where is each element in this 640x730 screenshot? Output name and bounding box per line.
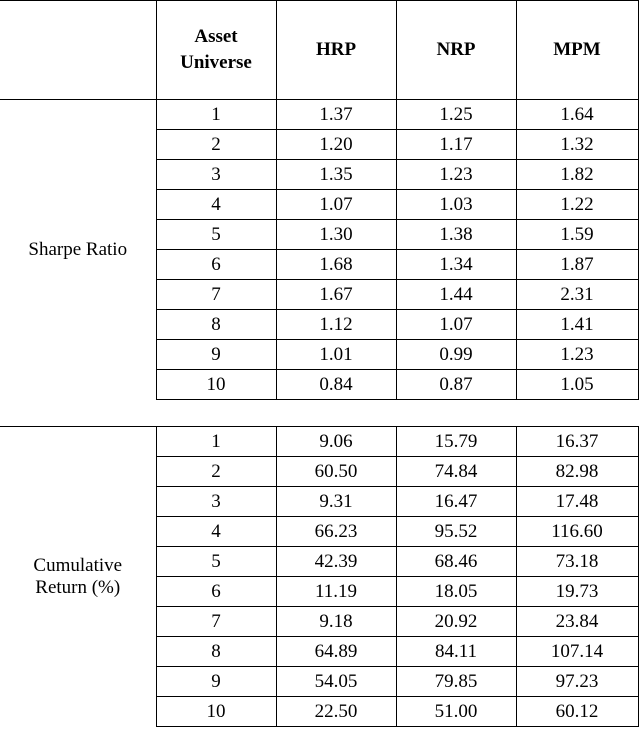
hrp-cell: 1.01 xyxy=(276,340,396,370)
hrp-cell: 66.23 xyxy=(276,517,396,547)
header-nrp: NRP xyxy=(396,1,516,100)
asset-universe-cell: 4 xyxy=(156,190,276,220)
asset-universe-cell: 4 xyxy=(156,517,276,547)
mpm-cell: 1.05 xyxy=(516,370,638,400)
asset-universe-cell: 9 xyxy=(156,667,276,697)
asset-universe-cell: 1 xyxy=(156,100,276,130)
nrp-cell: 51.00 xyxy=(396,697,516,727)
asset-universe-cell: 6 xyxy=(156,577,276,607)
hrp-cell: 9.31 xyxy=(276,487,396,517)
gap-row xyxy=(0,400,638,427)
nrp-cell: 15.79 xyxy=(396,427,516,457)
asset-universe-cell: 10 xyxy=(156,697,276,727)
hrp-cell: 64.89 xyxy=(276,637,396,667)
asset-universe-cell: 7 xyxy=(156,607,276,637)
hrp-cell: 22.50 xyxy=(276,697,396,727)
asset-universe-cell: 8 xyxy=(156,310,276,340)
hrp-cell: 54.05 xyxy=(276,667,396,697)
hrp-cell: 9.06 xyxy=(276,427,396,457)
header-mpm: MPM xyxy=(516,1,638,100)
mpm-cell: 16.37 xyxy=(516,427,638,457)
mpm-cell: 107.14 xyxy=(516,637,638,667)
header-row xyxy=(0,1,638,100)
cumulative-return-label-line1: Cumulative xyxy=(33,554,123,576)
mpm-cell: 1.82 xyxy=(516,160,638,190)
gap-cell xyxy=(0,400,638,427)
cumulative-return-section xyxy=(0,427,638,727)
nrp-cell: 18.05 xyxy=(396,577,516,607)
nrp-cell: 1.03 xyxy=(396,190,516,220)
nrp-cell: 1.07 xyxy=(396,310,516,340)
asset-universe-cell: 9 xyxy=(156,340,276,370)
asset-universe-cell: 1 xyxy=(156,427,276,457)
hrp-cell: 60.50 xyxy=(276,457,396,487)
nrp-cell: 16.47 xyxy=(396,487,516,517)
header-asset-universe-line1: Asset xyxy=(194,26,238,47)
mpm-cell: 116.60 xyxy=(516,517,638,547)
hrp-cell: 1.68 xyxy=(276,250,396,280)
header-blank-cell xyxy=(0,1,156,100)
sharpe-group-label xyxy=(0,100,156,400)
mpm-cell: 1.32 xyxy=(516,130,638,160)
mpm-cell: 1.64 xyxy=(516,100,638,130)
hrp-cell: 0.84 xyxy=(276,370,396,400)
nrp-cell: 95.52 xyxy=(396,517,516,547)
nrp-cell: 0.99 xyxy=(396,340,516,370)
nrp-cell: 1.25 xyxy=(396,100,516,130)
cumulative-return-label-line2: Return (%) xyxy=(35,576,121,598)
mpm-cell: 1.59 xyxy=(516,220,638,250)
header-asset-universe-line2: Universe xyxy=(180,52,252,73)
hrp-cell: 1.30 xyxy=(276,220,396,250)
mpm-cell: 1.23 xyxy=(516,340,638,370)
nrp-cell: 79.85 xyxy=(396,667,516,697)
sharpe-ratio-label: Sharpe Ratio xyxy=(28,238,128,260)
hrp-cell: 1.37 xyxy=(276,100,396,130)
mpm-cell: 19.73 xyxy=(516,577,638,607)
nrp-cell: 74.84 xyxy=(396,457,516,487)
sharpe-ratio-section xyxy=(0,100,638,400)
mpm-cell: 82.98 xyxy=(516,457,638,487)
mpm-cell: 17.48 xyxy=(516,487,638,517)
mpm-cell: 60.12 xyxy=(516,697,638,727)
mpm-cell: 23.84 xyxy=(516,607,638,637)
table-row xyxy=(0,427,638,457)
cumret-group-label xyxy=(0,427,156,727)
nrp-cell: 20.92 xyxy=(396,607,516,637)
asset-universe-cell: 5 xyxy=(156,220,276,250)
hrp-cell: 1.20 xyxy=(276,130,396,160)
mpm-cell: 1.87 xyxy=(516,250,638,280)
hrp-cell: 42.39 xyxy=(276,547,396,577)
table-row xyxy=(0,100,638,130)
mpm-cell: 73.18 xyxy=(516,547,638,577)
nrp-cell: 68.46 xyxy=(396,547,516,577)
mpm-cell: 1.41 xyxy=(516,310,638,340)
hrp-cell: 1.35 xyxy=(276,160,396,190)
asset-universe-cell: 5 xyxy=(156,547,276,577)
nrp-cell: 1.17 xyxy=(396,130,516,160)
asset-universe-cell: 3 xyxy=(156,160,276,190)
nrp-cell: 0.87 xyxy=(396,370,516,400)
section-gap xyxy=(0,400,638,427)
hrp-cell: 11.19 xyxy=(276,577,396,607)
nrp-cell: 1.38 xyxy=(396,220,516,250)
mpm-cell: 2.31 xyxy=(516,280,638,310)
header-hrp: HRP xyxy=(276,1,396,100)
hrp-cell: 1.12 xyxy=(276,310,396,340)
asset-universe-cell: 10 xyxy=(156,370,276,400)
nrp-cell: 1.44 xyxy=(396,280,516,310)
mpm-cell: 97.23 xyxy=(516,667,638,697)
hrp-cell: 1.67 xyxy=(276,280,396,310)
asset-universe-cell: 3 xyxy=(156,487,276,517)
mpm-cell: 1.22 xyxy=(516,190,638,220)
asset-universe-cell: 8 xyxy=(156,637,276,667)
nrp-cell: 84.11 xyxy=(396,637,516,667)
nrp-cell: 1.23 xyxy=(396,160,516,190)
asset-universe-cell: 2 xyxy=(156,457,276,487)
asset-universe-cell: 7 xyxy=(156,280,276,310)
hrp-cell: 1.07 xyxy=(276,190,396,220)
asset-universe-cell: 6 xyxy=(156,250,276,280)
asset-universe-cell: 2 xyxy=(156,130,276,160)
nrp-cell: 1.34 xyxy=(396,250,516,280)
header-asset-universe xyxy=(156,1,276,100)
hrp-cell: 9.18 xyxy=(276,607,396,637)
